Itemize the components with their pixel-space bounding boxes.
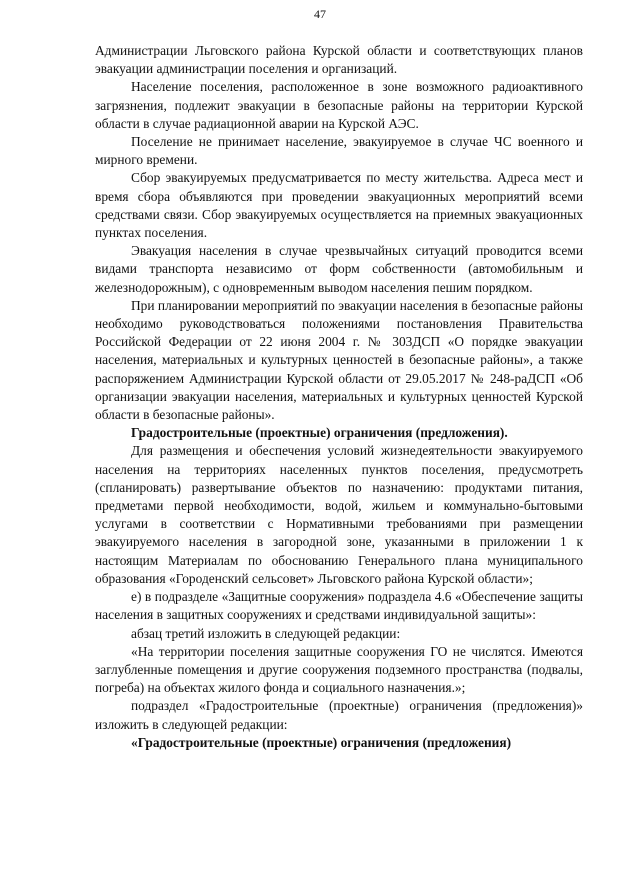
- section-heading-2: [95, 734, 583, 752]
- paragraph-1: Администрации Льговского района Курской области и соответствующих планов эвакуации администрации поселения и организаций.: [95, 43, 583, 77]
- paragraph-4: Сбор эвакуируемых предусматривается по месту жительства. Адреса мест и время сбора объявляются при проведении эвакуационных мероприятий всеми средствами связи. Сбор эвакуируемых осуществляется на приемных эвакуационных пунктах поселения.: [95, 170, 583, 241]
- section-heading-1-text: Градостроительные (проектные) ограничения (предложения).: [131, 425, 508, 441]
- section-heading-1: [95, 424, 583, 442]
- page-number: 47: [314, 7, 326, 21]
- section-heading-2-text: «Градостроительные (проектные) ограничения (предложения): [131, 734, 512, 750]
- paragraph-5: Эвакуация населения в случае чрезвычайных ситуаций проводится всеми видами транспорта независимо от форм собственности (автомобильным и железнодорожным), с одновременным выводом населения пешим порядком.: [95, 243, 583, 295]
- paragraph-3: Поселение не принимает население, эвакуируемое в случае ЧС военного и мирного времени.: [95, 134, 583, 168]
- paragraph-8: Для размещения и обеспечения условий жизнедеятельности эвакуируемого населения на территориях населенных пунктов поселения, предусмотреть (спланировать) развертывание объектов по назначению: продуктами питания, предметами первой необходимости, водой, жильем и коммунально-бытовыми услугами в соответствии с Нормативными требованиями при размещении эвакуируемого населения в загородной зоне, указанными в приложении 1 к настоящим Материалам по обоснованию Генерального плана муниципального образования «Городенский сельсовет» Льговского района Курской области»;: [95, 443, 583, 586]
- paragraph-12: подраздел «Градостроительные (проектные) ограничения (предложения)» изложить в следующей редакции:: [95, 698, 583, 732]
- paragraph-6: При планировании мероприятий по эвакуации населения в безопасные районы необходимо руководствоваться положениями постановления Правительства Российской Федерации от 22 июня 2004 г. № 303ДСП «О порядке эвакуации населения, материальных и культурных ценностей в безопасные районы», а также распоряжением Администрации Курской области от 29.05.2017 № 248-раДСП «Об организации эвакуации населения, материальных и культурных ценностей Курской области в безопасные районы».: [95, 297, 583, 423]
- paragraph-9: е) в подразделе «Защитные сооружения» подраздела 4.6 «Обеспечение защиты населения в защитных сооружениях и средствами индивидуальной защиты»:: [95, 589, 583, 623]
- paragraph-2: Население поселения, расположенное в зоне возможного радиоактивного загрязнения, подлежит эвакуации в безопасные районы на территории Курской области в случае радиационной аварии на Курской АЭС.: [95, 79, 583, 131]
- document-body: [95, 42, 583, 752]
- paragraph-10: абзац третий изложить в следующей редакции:: [131, 625, 401, 641]
- paragraph-11: «На территории поселения защитные сооружения ГО не числятся. Имеются заглубленные помещения и другие сооружения подземного пространства (подвалы, погреба) на объектах жилого фонда и социального назначения.»;: [95, 643, 583, 696]
